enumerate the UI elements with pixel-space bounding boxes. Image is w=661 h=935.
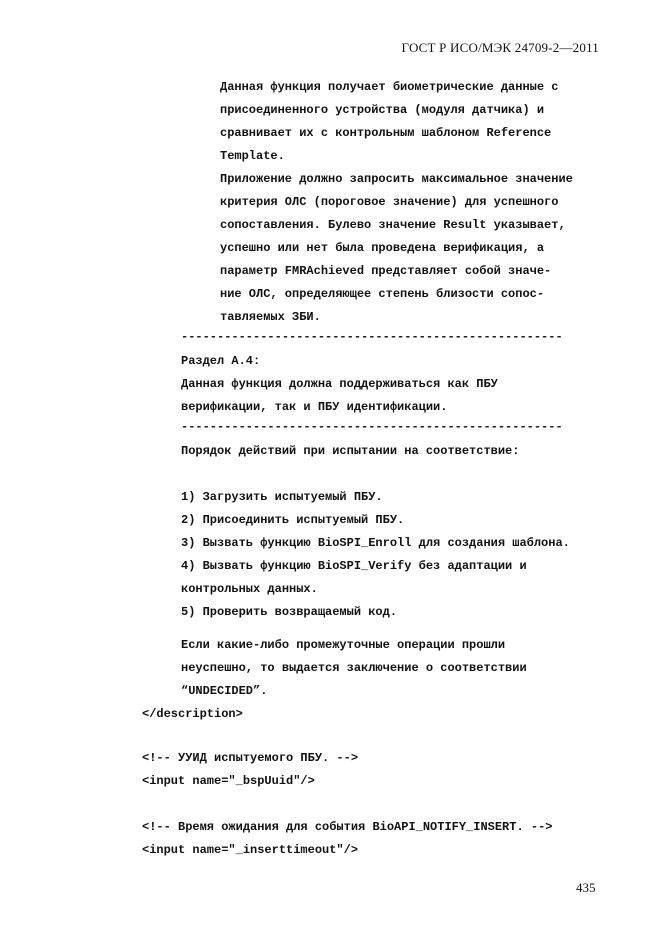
page-number: 435 [576, 880, 596, 895]
text-line: присоединенного устройства (модуля датчика) и [220, 103, 545, 117]
dashed-separator: ----------------------------------------------------- [181, 420, 563, 434]
code-line: <input name="_bspUuid"/> [142, 774, 315, 788]
list-item: 3) Вызвать функцию BioSPI_Enroll для создания шаблона. [181, 536, 570, 550]
text-line: ние ОЛС, определяющее степень близости сопос- [220, 287, 545, 301]
procedure-heading: Порядок действий при испытании на соответствие: [181, 444, 520, 458]
text-line: успешно или нет была проведена верификация, а [220, 241, 545, 255]
code-line: </description> [142, 707, 243, 721]
code-line: <input name="_inserttimeout"/> [142, 843, 359, 857]
text-line: Template. [220, 149, 285, 163]
text-line: критерия ОЛС (пороговое значение) для успешного [220, 195, 559, 209]
text-line: параметр FMRAchieved представляет собой значе- [220, 264, 552, 278]
text-line: неуспешно, то выдается заключение о соответствии [181, 661, 527, 675]
document-header: ГОСТ Р ИСО/МЭК 24709-2—2011 [401, 40, 599, 55]
section-heading: Раздел А.4: [181, 354, 261, 368]
code-comment: <!-- Время ожидания для события BioAPI_NOTIFY_INSERT. --> [142, 820, 553, 834]
text-line: “UNDECIDED”. [181, 684, 268, 698]
code-comment: <!-- УУИД испытуемого ПБУ. --> [142, 751, 359, 765]
list-item: 5) Проверить возвращаемый код. [181, 605, 398, 619]
list-item: 2) Присоединить испытуемый ПБУ. [181, 513, 405, 527]
text-line: верификации, так и ПБУ идентификации. [181, 400, 448, 414]
text-line: тавляемых ЗБИ. [220, 310, 321, 324]
list-item: 1) Загрузить испытуемый ПБУ. [181, 490, 383, 504]
text-line: сопоставления. Булево значение Result указывает, [220, 218, 566, 232]
text-line: Данная функция получает биометрические данные с [220, 80, 559, 94]
dashed-separator: ----------------------------------------------------- [181, 330, 563, 344]
text-line: Данная функция должна поддерживаться как ПБУ [181, 377, 498, 391]
list-item: контрольных данных. [181, 582, 318, 596]
text-line: Приложение должно запросить максимальное значение [220, 172, 573, 186]
text-line: сравнивает их с контрольным шаблоном Reference [220, 126, 552, 140]
list-item: 4) Вызвать функцию BioSPI_Verify без адаптации и [181, 559, 527, 573]
text-line: Если какие-либо промежуточные операции прошли [181, 638, 506, 652]
